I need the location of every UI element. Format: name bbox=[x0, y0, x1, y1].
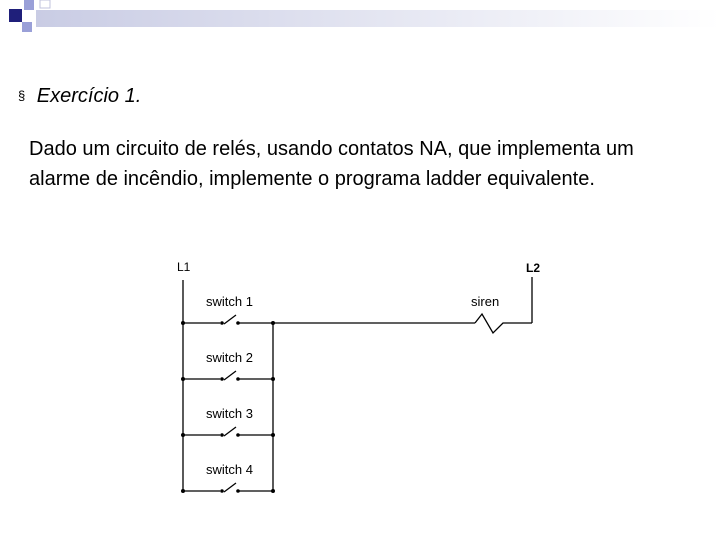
switch-1-label: switch 1 bbox=[206, 294, 253, 309]
junction-dot bbox=[181, 489, 185, 493]
heading-text: Exercício 1. bbox=[36, 85, 142, 107]
switch-2-label: switch 2 bbox=[206, 350, 253, 365]
contact-dot bbox=[220, 489, 224, 493]
switch-4-label: switch 4 bbox=[206, 462, 253, 477]
switch-2-contact bbox=[224, 371, 236, 380]
exercise-paragraph: Dado um circuito de relés, usando contatos NA, que implementa um alarme de incêndio, implemente o programa ladder equivalente. bbox=[29, 138, 634, 190]
slide-heading bbox=[18, 84, 141, 108]
junction-dot bbox=[271, 377, 275, 381]
junction-dot bbox=[271, 433, 275, 437]
siren-icon bbox=[475, 314, 532, 333]
contact-dot bbox=[220, 433, 224, 437]
relay-circuit-diagram bbox=[150, 250, 570, 510]
junction-dot bbox=[181, 433, 185, 437]
header-gradient-band bbox=[36, 10, 720, 27]
contact-dot bbox=[236, 489, 240, 493]
junction-dot bbox=[181, 377, 185, 381]
contact-dot bbox=[236, 321, 240, 325]
contact-dot bbox=[236, 433, 240, 437]
contact-dot bbox=[236, 377, 240, 381]
deco-square-light bbox=[24, 0, 34, 10]
deco-square-light bbox=[22, 22, 32, 32]
switch-3-label: switch 3 bbox=[206, 406, 253, 421]
rail-right-label: L2 bbox=[526, 261, 541, 275]
junction-dot bbox=[181, 321, 185, 325]
rail-left-label: L1 bbox=[177, 260, 191, 274]
switch-1-contact bbox=[224, 315, 236, 324]
deco-square-white bbox=[40, 0, 50, 8]
header-decoration bbox=[0, 0, 720, 50]
junction-dot bbox=[271, 489, 275, 493]
siren-label: siren bbox=[471, 294, 500, 309]
contact-dot bbox=[220, 377, 224, 381]
contact-dot bbox=[220, 321, 224, 325]
junction-dot bbox=[271, 321, 275, 325]
bullet-icon: § bbox=[18, 88, 26, 103]
deco-square-dark bbox=[9, 9, 22, 22]
switch-4-contact bbox=[224, 483, 236, 492]
switch-3-contact bbox=[224, 427, 236, 436]
